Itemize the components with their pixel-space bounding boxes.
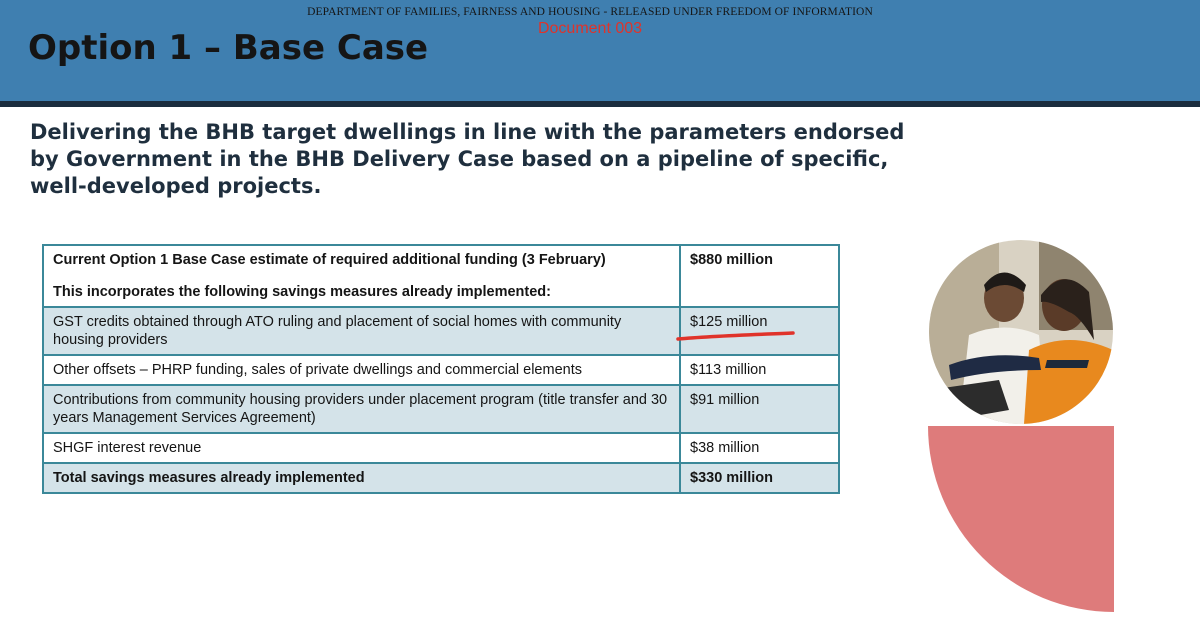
row-value: $113 million [680, 355, 839, 385]
row-value: $38 million [680, 433, 839, 463]
table-row-estimate [43, 245, 839, 307]
row-value: $125 million [680, 307, 839, 355]
total-label: Total savings measures already implemented [43, 463, 680, 493]
people-at-computer-photo [929, 240, 1113, 424]
foi-banner: DEPARTMENT OF FAMILIES, FAIRNESS AND HOUSING - RELEASED UNDER FREEDOM OF INFORMATION [307, 6, 873, 18]
row-label: SHGF interest revenue [43, 433, 680, 463]
table-row [43, 355, 839, 385]
header-divider [0, 101, 1200, 107]
row-label: Contributions from community housing providers under placement program (title transfer and 30 years Management Services Agreement) [43, 385, 680, 433]
table-row [43, 433, 839, 463]
row-label: GST credits obtained through ATO ruling and placement of social homes with community housing providers [43, 307, 680, 355]
estimate-label: Current Option 1 Base Case estimate of required additional funding [53, 252, 518, 268]
page-title: Option 1 – Base Case [28, 28, 429, 68]
slide-subtitle: Delivering the BHB target dwellings in line with the parameters endorsed by Government in the BHB Delivery Case based on a pipeline of specific, well-developed projects. [30, 120, 905, 198]
row-value: $91 million [680, 385, 839, 433]
estimate-value: $880 million [680, 245, 839, 307]
estimate-note: This incorporates the following savings measures already implemented: [53, 284, 551, 300]
row-label: Other offsets – PHRP funding, sales of private dwellings and commercial elements [43, 355, 680, 385]
estimate-label-cell [43, 245, 680, 307]
funding-table [42, 244, 840, 494]
total-value: $330 million [680, 463, 839, 493]
table-row-total [43, 463, 839, 493]
document-number-stamp: Document 003 [537, 20, 643, 37]
table-row [43, 385, 839, 433]
table-row [43, 307, 839, 355]
quarter-circle-shape [928, 426, 1114, 612]
estimate-date: (3 February) [521, 252, 606, 268]
